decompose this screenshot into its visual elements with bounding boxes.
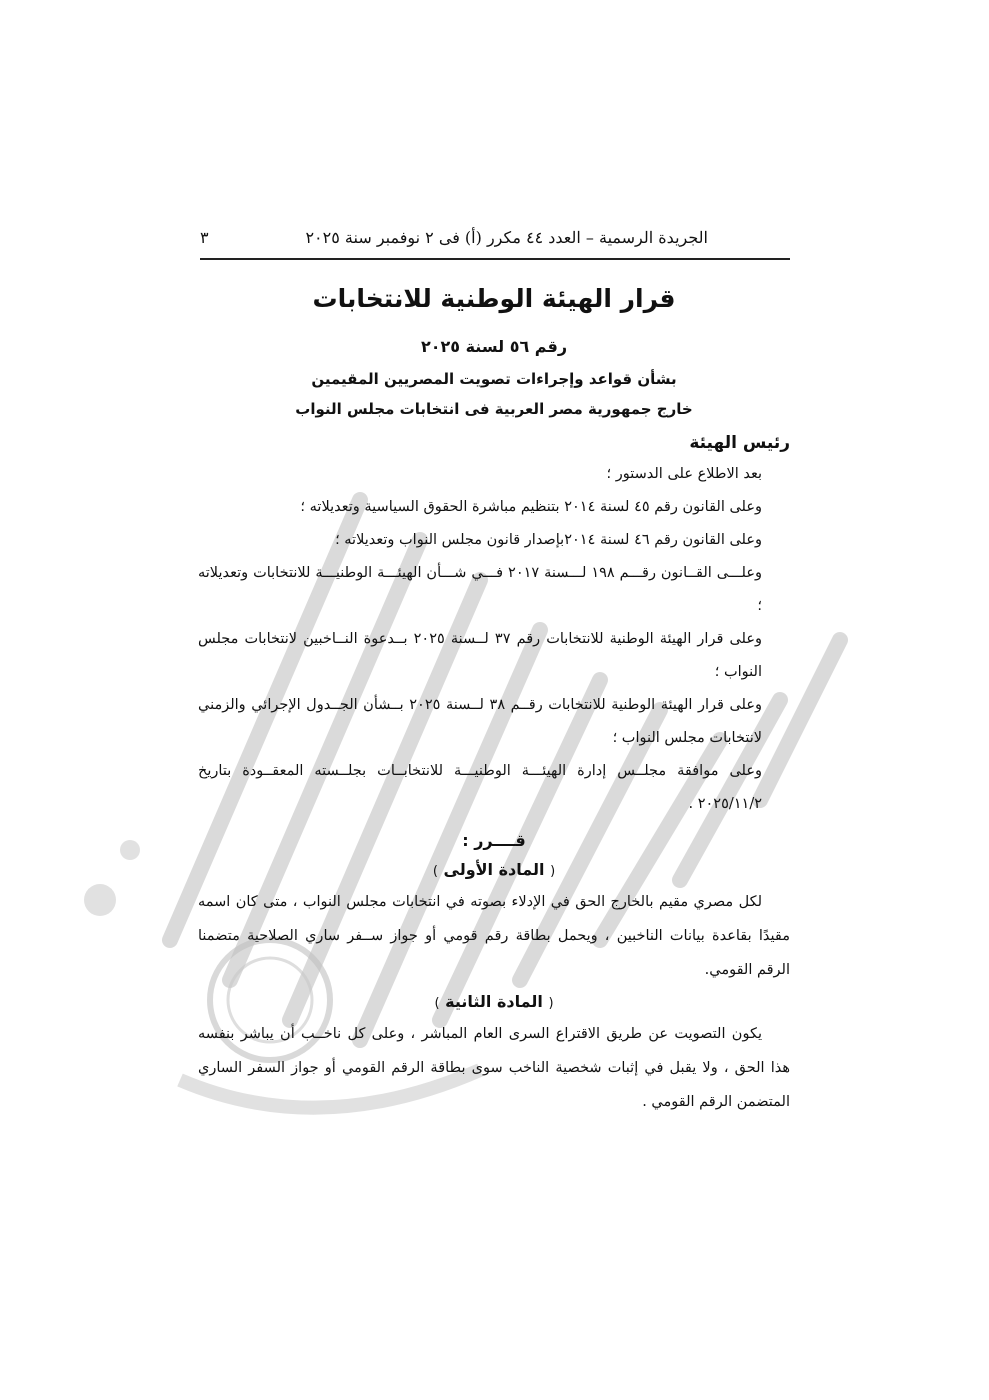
- article-2-body: يكون التصويت عن طريق الاقتراع السرى العام المباشر ، وعلى كل ناخــب أن يباشر بنفسه هذا الحق ، ولا يقبل في إثبات شخصية الناخب سوى بطاقة الرقم القومي أو جواز السفر الساري المتضمن الرقم القومي .: [198, 1026, 790, 1110]
- page-number: ٣: [200, 228, 209, 247]
- header-text: الجريدة الرسمية – العدد ٤٤ مكرر (أ) فى ٢ نوفمبر سنة ٢٠٢٥: [305, 228, 708, 247]
- decision-number: رقم ٥٦ لسنة ٢٠٢٥: [420, 337, 568, 356]
- preamble-item: وعلى القانون رقم ٤٥ لسنة ٢٠١٤ بتنظيم مباشرة الحقوق السياسية وتعديلاته ؛: [300, 499, 762, 515]
- article-1-body: لكل مصري مقيم بالخارج الحق في الإدلاء بصوته في انتخابات مجلس النواب ، متى كان اسمه مقيدًا بقاعدة بيانات الناخبين ، ويحمل بطاقة رقم قومي أو جواز ســفر ساري الصلاحية متضمنا الرقم القومي.: [198, 894, 790, 978]
- article-2-text: [198, 1017, 790, 1119]
- gazette-header: [200, 228, 790, 260]
- paren-close: ): [432, 864, 438, 879]
- preamble-item: وعلى قرار الهيئة الوطنية للانتخابات رقم ٣٧ لــسنة ٢٠٢٥ بــدعوة النــاخبين لانتخابات مجلس النواب ؛: [198, 631, 763, 680]
- decided-heading: قــــرر :: [462, 831, 526, 850]
- preamble: [198, 458, 790, 821]
- preamble-item: بعد الاطلاع على الدستور ؛: [606, 466, 762, 482]
- article-1-title: [198, 855, 790, 885]
- article-2-title-text: المادة الثانية: [445, 992, 543, 1011]
- paren-open: (: [550, 864, 556, 879]
- preamble-item: وعلـــى القــانون رقـــم ١٩٨ لـــسنة ٢٠١٧ فـــي شـــأن الهيئـــة الوطنيـــة للانتخابات وتعديلاته ؛: [198, 565, 763, 614]
- article-1-text: [198, 885, 790, 987]
- chairman-heading: رئيس الهيئة: [689, 433, 790, 453]
- decision-body: [198, 284, 790, 1119]
- preamble-item: وعلى قرار الهيئة الوطنية للانتخابات رقــم ٣٨ لــسنة ٢٠٢٥ بــشأن الجــدول الإجرائي والزمني لانتخابات مجلس النواب ؛: [198, 697, 762, 746]
- decision-subject-line-1: بشأن قواعد وإجراءات تصويت المصريين المقيمين: [311, 370, 677, 388]
- paren-open: (: [548, 996, 554, 1011]
- preamble-item: وعلى القانون رقم ٤٦ لسنة ٢٠١٤بإصدار قانون مجلس النواب وتعديلاته ؛: [335, 532, 762, 548]
- paren-close: ): [434, 996, 440, 1011]
- decision-title: قرار الهيئة الوطنية للانتخابات: [312, 284, 676, 313]
- preamble-item: وعلى موافقة مجلــس إدارة الهيئـــة الوطنيـــة للانتخابــات بجلــسته المعقــودة بتاريخ ٢٠٢٥/١١/٢ .: [198, 763, 762, 812]
- article-1-title-text: المادة الأولى: [443, 860, 545, 879]
- decision-subject-line-2: خارج جمهورية مصر العربية فى انتخابات مجلس النواب: [295, 400, 693, 418]
- article-2-title: [198, 987, 790, 1017]
